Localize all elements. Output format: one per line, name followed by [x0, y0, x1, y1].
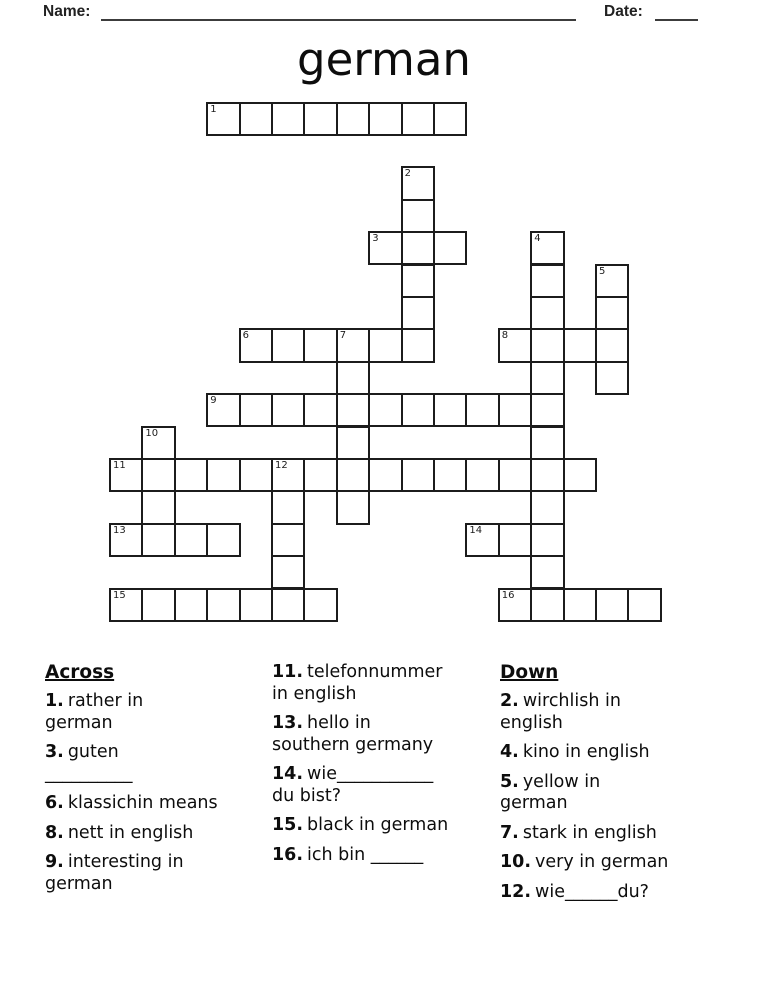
- cell-number-8: 8: [501, 330, 509, 342]
- cell-number-2: 2: [404, 168, 411, 180]
- clue-number: 2.: [500, 691, 519, 711]
- clue-1-line-2: german: [45, 712, 113, 733]
- clue-3: [45, 742, 263, 785]
- grid-cell-r7c15: [595, 328, 629, 362]
- clue-15: [272, 815, 494, 837]
- cell-number-11: 11: [113, 459, 126, 471]
- grid-cell-r6c15: [595, 296, 629, 330]
- grid-cell-r11c0: [109, 458, 143, 492]
- grid-cell-r0c7: [336, 102, 370, 136]
- grid-cell-r15c16: [627, 588, 661, 622]
- grid-cell-r5c13: [530, 264, 564, 298]
- grid-cell-r0c3: [206, 102, 240, 136]
- clue-6: [45, 793, 263, 815]
- clue-number: 1.: [45, 691, 64, 711]
- grid-cell-r7c13: [530, 328, 564, 362]
- clue-7-line-1: 7. stark in english: [500, 822, 657, 843]
- clue-number: 11.: [272, 662, 304, 682]
- clue-5-line-1: 5. yellow in: [500, 771, 601, 792]
- cell-number-5: 5: [599, 265, 606, 277]
- grid-cell-r10c13: [530, 426, 564, 460]
- clue-12-line-1: 12. wie______du?: [500, 881, 649, 902]
- grid-cell-r9c5: [271, 393, 305, 427]
- grid-cell-r11c5: [271, 458, 305, 492]
- grid-cell-r11c10: [433, 458, 467, 492]
- grid-cell-r0c4: [239, 102, 273, 136]
- clue-10: [500, 852, 725, 874]
- grid-cell-r2c9: [401, 166, 435, 200]
- grid-cell-r7c12: [498, 328, 532, 362]
- across-header: Across: [45, 662, 115, 683]
- grid-cell-r9c6: [303, 393, 337, 427]
- clue-14: [272, 764, 494, 807]
- grid-cell-r0c8: [368, 102, 402, 136]
- cell-number-12: 12: [275, 459, 288, 471]
- grid-cell-r10c1: [141, 426, 175, 460]
- clue-3-line-2: __________: [45, 763, 133, 784]
- clue-number: 15.: [272, 815, 304, 835]
- clues-column-middle: [272, 662, 494, 874]
- clue-11-line-2: in english: [272, 683, 357, 704]
- grid-cell-r15c15: [595, 588, 629, 622]
- grid-cell-r13c1: [141, 523, 175, 557]
- grid-cell-r0c10: [433, 102, 467, 136]
- grid-cell-r11c8: [368, 458, 402, 492]
- grid-cell-r9c11: [465, 393, 499, 427]
- grid-cell-r15c0: [109, 588, 143, 622]
- cell-number-16: 16: [501, 589, 515, 601]
- clue-number: 13.: [272, 713, 304, 733]
- clue-13-line-2: southern germany: [272, 734, 434, 755]
- grid-cell-r11c12: [498, 458, 532, 492]
- grid-cell-r9c12: [498, 393, 532, 427]
- clue-16-line-1: 16. ich bin ______: [272, 844, 424, 865]
- grid-cell-r7c9: [401, 328, 435, 362]
- grid-cell-r6c13: [530, 296, 564, 330]
- grid-cell-r13c0: [109, 523, 143, 557]
- grid-cell-r11c2: [174, 458, 208, 492]
- cell-number-3: 3: [372, 233, 379, 245]
- clue-number: 14.: [272, 764, 304, 784]
- clue-8-line-1: 8. nett in english: [45, 822, 194, 843]
- clue-1-line-1: 1. rather in: [45, 691, 144, 711]
- clue-number: 12.: [500, 881, 532, 902]
- clue-14-line-1: 14. wie___________: [272, 764, 434, 784]
- grid-cell-r11c9: [401, 458, 435, 492]
- grid-cell-r11c13: [530, 458, 564, 492]
- clue-4: [500, 742, 725, 764]
- grid-cell-r5c9: [401, 264, 435, 298]
- grid-cell-r11c14: [563, 458, 597, 492]
- clue-15-line-1: 15. black in german: [272, 815, 449, 835]
- clue-8: [45, 823, 263, 845]
- grid-cell-r11c4: [239, 458, 273, 492]
- clue-9: [45, 852, 263, 895]
- clue-9-line-2: german: [45, 873, 113, 894]
- clue-number: 4.: [500, 742, 519, 762]
- grid-cell-r11c6: [303, 458, 337, 492]
- clue-2-line-1: 2. wirchlish in: [500, 691, 621, 711]
- clues-column-across: [45, 662, 263, 903]
- clue-2: [500, 691, 725, 734]
- grid-cell-r9c9: [401, 393, 435, 427]
- grid-cell-r3c9: [401, 199, 435, 233]
- clue-number: 8.: [45, 822, 64, 843]
- grid-cell-r13c3: [206, 523, 240, 557]
- grid-cell-r4c8: [368, 231, 402, 265]
- clue-number: 6.: [45, 793, 64, 813]
- clue-number: 7.: [500, 822, 519, 843]
- clue-5-line-2: german: [500, 793, 568, 813]
- grid-cell-r9c13: [530, 393, 564, 427]
- clue-6-line-1: 6. klassichin means: [45, 793, 218, 813]
- grid-cell-r8c13: [530, 361, 564, 395]
- cell-number-9: 9: [210, 395, 217, 407]
- grid-cell-r13c2: [174, 523, 208, 557]
- grid-cell-r15c2: [174, 588, 208, 622]
- cell-number-14: 14: [469, 524, 483, 536]
- cell-number-4: 4: [534, 233, 541, 245]
- grid-cell-r12c7: [336, 490, 370, 524]
- grid-cell-r9c3: [206, 393, 240, 427]
- clue-number: 5.: [500, 771, 519, 792]
- grid-cell-r4c9: [401, 231, 435, 265]
- grid-cell-r7c5: [271, 328, 305, 362]
- grid-cell-r14c13: [530, 555, 564, 589]
- grid-cell-r15c12: [498, 588, 532, 622]
- grid-cell-r13c12: [498, 523, 532, 557]
- grid-cell-r7c4: [239, 328, 273, 362]
- grid-cell-r15c5: [271, 588, 305, 622]
- grid-cell-r7c8: [368, 328, 402, 362]
- clue-4-line-1: 4. kino in english: [500, 742, 650, 762]
- clue-1: [45, 691, 263, 734]
- grid-cell-r7c7: [336, 328, 370, 362]
- grid-cell-r9c7: [336, 393, 370, 427]
- grid-cell-r15c4: [239, 588, 273, 622]
- grid-cell-r10c7: [336, 426, 370, 460]
- grid-cell-r13c5: [271, 523, 305, 557]
- clue-2-line-2: english: [500, 712, 563, 733]
- clue-12: [500, 882, 725, 904]
- grid-cell-r9c10: [433, 393, 467, 427]
- grid-cell-r7c14: [563, 328, 597, 362]
- clue-9-line-1: 9. interesting in: [45, 852, 184, 872]
- grid-cell-r11c3: [206, 458, 240, 492]
- clue-number: 3.: [45, 742, 64, 762]
- clue-number: 9.: [45, 852, 64, 872]
- clue-7: [500, 823, 725, 845]
- grid-cell-r13c11: [465, 523, 499, 557]
- date-label: Date:: [604, 3, 643, 20]
- clue-5: [500, 772, 725, 815]
- grid-cell-r11c1: [141, 458, 175, 492]
- cell-number-13: 13: [113, 524, 126, 536]
- grid-cell-r15c13: [530, 588, 564, 622]
- grid-cell-r7c6: [303, 328, 337, 362]
- across-clues-list-2: [272, 662, 494, 866]
- clue-16: [272, 845, 494, 867]
- grid-cell-r0c5: [271, 102, 305, 136]
- grid-cell-r4c13: [530, 231, 564, 265]
- down-clues-list: [500, 691, 725, 903]
- grid-cell-r8c7: [336, 361, 370, 395]
- grid-cell-r4c10: [433, 231, 467, 265]
- down-header: Down: [500, 662, 559, 683]
- clue-13: [272, 713, 494, 756]
- grid-cell-r0c6: [303, 102, 337, 136]
- grid-cell-r5c15: [595, 264, 629, 298]
- cell-number-1: 1: [210, 103, 217, 115]
- cell-number-7: 7: [339, 330, 347, 342]
- grid-cell-r12c1: [141, 490, 175, 524]
- grid-cell-r9c4: [239, 393, 273, 427]
- grid-cell-r15c3: [206, 588, 240, 622]
- across-clues-list-1: [45, 691, 263, 895]
- clue-11-line-1: 11. telefonnummer: [272, 662, 443, 682]
- grid-cell-r11c11: [465, 458, 499, 492]
- grid-cell-r15c1: [141, 588, 175, 622]
- clue-3-line-1: 3. guten: [45, 742, 119, 762]
- cell-number-10: 10: [145, 427, 159, 439]
- clue-13-line-1: 13. hello in: [272, 713, 371, 733]
- grid-cell-r15c6: [303, 588, 337, 622]
- grid-cell-r12c13: [530, 490, 564, 524]
- clue-10-line-1: 10. very in german: [500, 852, 669, 872]
- clues-column-down: [500, 662, 725, 911]
- grid-cell-r11c7: [336, 458, 370, 492]
- grid-cell-r14c5: [271, 555, 305, 589]
- grid-cell-r6c9: [401, 296, 435, 330]
- name-label: Name:: [43, 3, 91, 20]
- page-title: german: [297, 33, 471, 86]
- grid-cell-r15c14: [563, 588, 597, 622]
- cell-number-6: 6: [242, 330, 249, 342]
- grid-cell-r13c13: [530, 523, 564, 557]
- clue-number: 10.: [500, 852, 532, 872]
- grid-cell-r8c15: [595, 361, 629, 395]
- cell-number-15: 15: [113, 589, 126, 601]
- grid-cell-r9c8: [368, 393, 402, 427]
- clue-number: 16.: [272, 844, 304, 865]
- grid-cell-r12c5: [271, 490, 305, 524]
- grid-cell-r0c9: [401, 102, 435, 136]
- clue-11: [272, 662, 494, 705]
- clue-14-line-2: du bist?: [272, 785, 342, 806]
